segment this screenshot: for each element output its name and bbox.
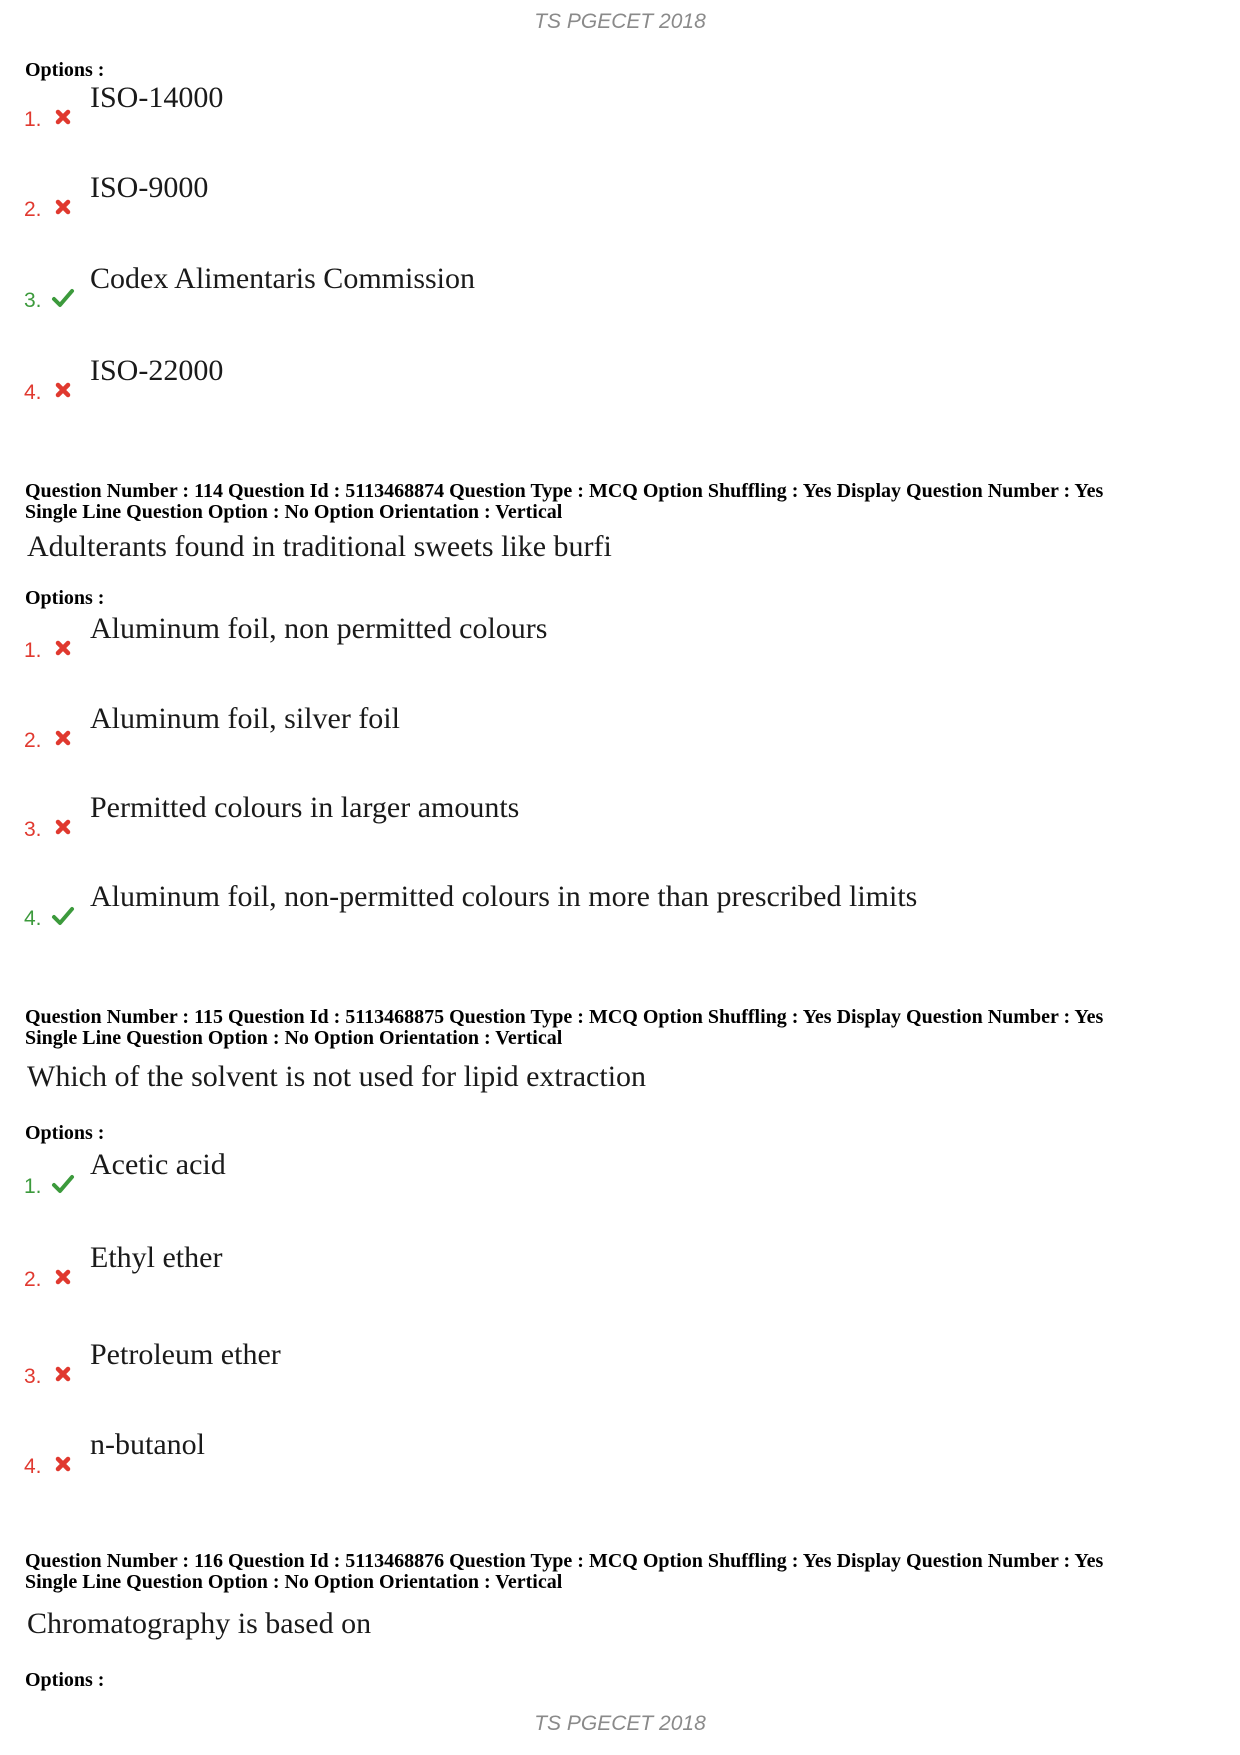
check-icon (51, 1172, 75, 1196)
option-text: ISO-22000 (90, 354, 224, 387)
options-label: Options : (25, 587, 105, 609)
option-item[interactable] (0, 791, 1100, 843)
option-item[interactable] (0, 1338, 1100, 1390)
question-meta-line: Single Line Question Option : No Option Orientation : Vertical (25, 1571, 563, 1593)
question-meta-line: Question Number : 115 Question Id : 5113468875 Question Type : MCQ Option Shuffling : Yes Display Question Number : Yes (25, 1006, 1104, 1028)
option-text: Ethyl ether (90, 1241, 223, 1274)
options-label: Options : (25, 59, 105, 81)
option-number: 3. (24, 818, 42, 841)
option-text: Codex Alimentaris Commission (90, 262, 476, 295)
cross-icon (51, 195, 75, 219)
option-number: 4. (24, 1455, 42, 1478)
option-item[interactable] (0, 354, 1100, 406)
option-item[interactable] (0, 171, 1100, 223)
check-icon (51, 286, 75, 310)
question-meta-line: Single Line Question Option : No Option Orientation : Vertical (25, 501, 563, 523)
options-label: Options : (25, 1122, 105, 1144)
cross-icon (51, 1265, 75, 1289)
question-text: Chromatography is based on (27, 1607, 372, 1640)
page-footer: TS PGECET 2018 (534, 1712, 706, 1735)
cross-icon (51, 378, 75, 402)
option-item[interactable] (0, 1241, 1100, 1293)
check-icon (51, 904, 75, 928)
cross-icon (51, 105, 75, 129)
option-item[interactable] (0, 880, 1100, 932)
option-item[interactable] (0, 262, 1100, 314)
cross-icon (51, 1362, 75, 1386)
option-text: n-butanol (90, 1428, 205, 1461)
page-header: TS PGECET 2018 (534, 10, 706, 33)
option-item[interactable] (0, 81, 1100, 133)
option-item[interactable] (0, 612, 1100, 664)
option-number: 4. (24, 907, 42, 930)
option-text: ISO-9000 (90, 171, 209, 204)
question-text: Which of the solvent is not used for lipid extraction (27, 1060, 647, 1093)
options-label: Options : (25, 1669, 105, 1691)
option-text: Acetic acid (90, 1148, 226, 1181)
question-meta (25, 481, 1103, 523)
cross-icon (51, 1452, 75, 1476)
option-item[interactable] (0, 702, 1100, 754)
option-number: 1. (24, 1175, 42, 1198)
cross-icon (51, 815, 75, 839)
option-item[interactable] (0, 1148, 1100, 1200)
option-text: Aluminum foil, non-permitted colours in more than prescribed limits (90, 880, 918, 913)
option-number: 2. (24, 198, 42, 221)
option-number: 4. (24, 381, 42, 404)
cross-icon (51, 726, 75, 750)
option-number: 1. (24, 108, 42, 131)
question-meta-line: Question Number : 114 Question Id : 5113468874 Question Type : MCQ Option Shuffling : Yes Display Question Number : Yes (25, 480, 1104, 502)
cross-icon (51, 636, 75, 660)
option-number: 2. (24, 729, 42, 752)
option-text: Aluminum foil, non permitted colours (90, 612, 548, 645)
option-item[interactable] (0, 1428, 1100, 1480)
option-number: 2. (24, 1268, 42, 1291)
question-meta (25, 1007, 1103, 1049)
option-text: Petroleum ether (90, 1338, 281, 1371)
option-text: ISO-14000 (90, 81, 224, 114)
option-text: Permitted colours in larger amounts (90, 791, 520, 824)
option-text: Aluminum foil, silver foil (90, 702, 400, 735)
question-meta (25, 1551, 1103, 1593)
option-number: 1. (24, 639, 42, 662)
question-meta-line: Single Line Question Option : No Option Orientation : Vertical (25, 1027, 563, 1049)
option-number: 3. (24, 1365, 42, 1388)
option-number: 3. (24, 289, 42, 312)
question-meta-line: Question Number : 116 Question Id : 5113468876 Question Type : MCQ Option Shuffling : Yes Display Question Number : Yes (25, 1550, 1104, 1572)
question-text: Adulterants found in traditional sweets like burfi (27, 530, 612, 563)
